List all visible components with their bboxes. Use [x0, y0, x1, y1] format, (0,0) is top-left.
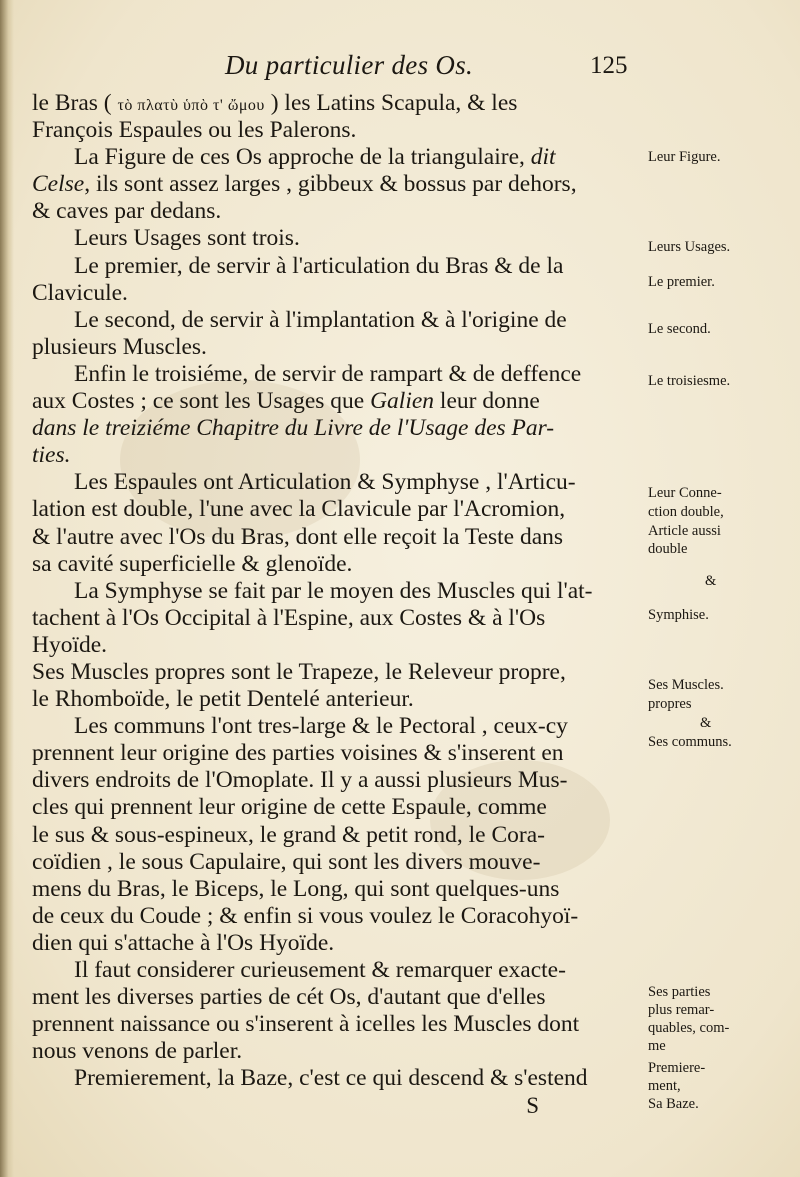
- text-line: Ses Muscles propres sont le Trapeze, le Releveur propre,: [32, 658, 566, 685]
- text-line: Hyoïde.: [32, 631, 108, 658]
- margin-note: Premiere-: [648, 1060, 706, 1076]
- page-number: 125: [590, 52, 628, 79]
- margin-note: ction double,: [648, 504, 724, 520]
- paragraph-start-line: Enfin le troisiéme, de servir de rampart & de deffence: [74, 360, 582, 387]
- text-line: ties.: [32, 442, 71, 469]
- text-line: dien qui s'attache à l'Os Hyoïde.: [32, 929, 335, 956]
- text-line: lation est double, l'une avec la Clavicule par l'Acromion,: [32, 496, 566, 523]
- main-text-column: [32, 90, 644, 1120]
- margin-note: double: [648, 541, 688, 557]
- margin-note: Le troisiesme.: [648, 373, 731, 389]
- text-line: prennent leur origine des parties voisines & s'inserent en: [32, 740, 564, 767]
- margin-note: Ses communs.: [648, 734, 732, 750]
- text-line: & l'autre avec l'Os du Bras, dont elle reçoit la Teste dans: [32, 523, 564, 550]
- text-line: Celse, ils sont assez larges , gibbeux & bossus par dehors,: [32, 171, 577, 198]
- text-line: cles qui prennent leur origine de cette Espaule, comme: [32, 794, 547, 821]
- paragraph-start-line: Il faut considerer curieusement & remarquer exacte-: [74, 957, 566, 983]
- margin-note: ment,: [648, 1078, 681, 1094]
- margin-note: quables, com-: [648, 1020, 730, 1036]
- text-line: coïdien , le sous Capulaire, qui sont les divers mouve-: [32, 848, 541, 875]
- running-title: Du particulier des Os.: [225, 50, 474, 80]
- text-line: dans le treiziéme Chapitre du Livre de l'Usage des Par-: [32, 415, 555, 442]
- margin-note: &: [705, 573, 717, 589]
- paragraph-start-line: Premierement, la Baze, c'est ce qui descend & s'estend: [74, 1065, 588, 1092]
- margin-note: me: [648, 1038, 666, 1054]
- margin-note: &: [700, 715, 712, 731]
- greek-phrase: τὸ πλατὺ ὑπὸ τ' ὤμου: [117, 97, 265, 114]
- paragraph-start-line: Le premier, de servir à l'articulation du Bras & de la: [74, 252, 564, 279]
- margin-note: Leurs Usages.: [648, 239, 731, 255]
- margin-note: Leur Figure.: [648, 149, 721, 165]
- text-line: sa cavité superficielle & glenoïde.: [32, 550, 353, 577]
- text-line: nous venons de parler.: [32, 1038, 243, 1065]
- text-line: divers endroits de l'Omoplate. Il y a aussi plusieurs Mus-: [32, 767, 568, 794]
- text-line: mens du Bras, le Biceps, le Long, qui sont quelques-uns: [32, 875, 560, 902]
- paragraph-start-line: Le second, de servir à l'implantation & à l'origine de: [74, 306, 567, 333]
- margin-note: Leur Conne-: [648, 485, 722, 501]
- text-line: tachent à l'Os Occipital à l'Espine, aux Costes & à l'Os: [32, 604, 546, 631]
- margin-note: Le premier.: [648, 274, 715, 290]
- text-line: prennent naissance ou s'inserent à icelles les Muscles dont: [32, 1011, 580, 1038]
- margin-note: Symphise.: [648, 607, 709, 623]
- running-header: [0, 50, 800, 86]
- margin-note: propres: [648, 696, 692, 712]
- text-line: & caves par dedans.: [32, 198, 222, 225]
- text-line: le Rhomboïde, le petit Dentelé anterieur.: [32, 686, 414, 713]
- paragraph-start-line: Leurs Usages sont trois.: [74, 225, 300, 252]
- margin-note: Ses Muscles.: [648, 677, 724, 693]
- paragraph-start-line: Les communs l'ont tres-large & le Pectoral , ceux-cy: [74, 713, 568, 740]
- text-line: de ceux du Coude ; & enfin si vous voulez le Coracohyoï-: [32, 902, 579, 929]
- text-line: François Espaules ou les Palerons.: [32, 117, 357, 144]
- page-gutter-shadow: [0, 0, 14, 1177]
- text-line: le Bras ( τὸ πλατὺ ὑπὸ τ' ὤμου ) les Latins Scapula, & les: [32, 90, 518, 116]
- signature-mark: S: [526, 1093, 539, 1119]
- text-line: plusieurs Muscles.: [32, 333, 207, 360]
- margin-note: Sa Baze.: [648, 1096, 699, 1112]
- text-line: ment les diverses parties de cét Os, d'autant que d'elles: [32, 984, 546, 1011]
- text-line: Clavicule.: [32, 279, 128, 306]
- margin-note: Le second.: [648, 321, 711, 337]
- paragraph-start-line: La Figure de ces Os approche de la triangulaire, dit: [74, 144, 556, 171]
- margin-note: Article aussi: [648, 523, 721, 539]
- paragraph-start-line: Les Espaules ont Articulation & Symphyse , l'Articu-: [74, 469, 576, 496]
- margin-note: Ses parties: [648, 984, 711, 1000]
- margin-note: plus remar-: [648, 1002, 715, 1018]
- text-line: le sus & sous-espineux, le grand & petit rond, le Cora-: [32, 821, 545, 848]
- paragraph-start-line: La Symphyse se fait par le moyen des Muscles qui l'at-: [74, 577, 593, 604]
- text-line: aux Costes ; ce sont les Usages que Galien leur donne: [32, 388, 540, 415]
